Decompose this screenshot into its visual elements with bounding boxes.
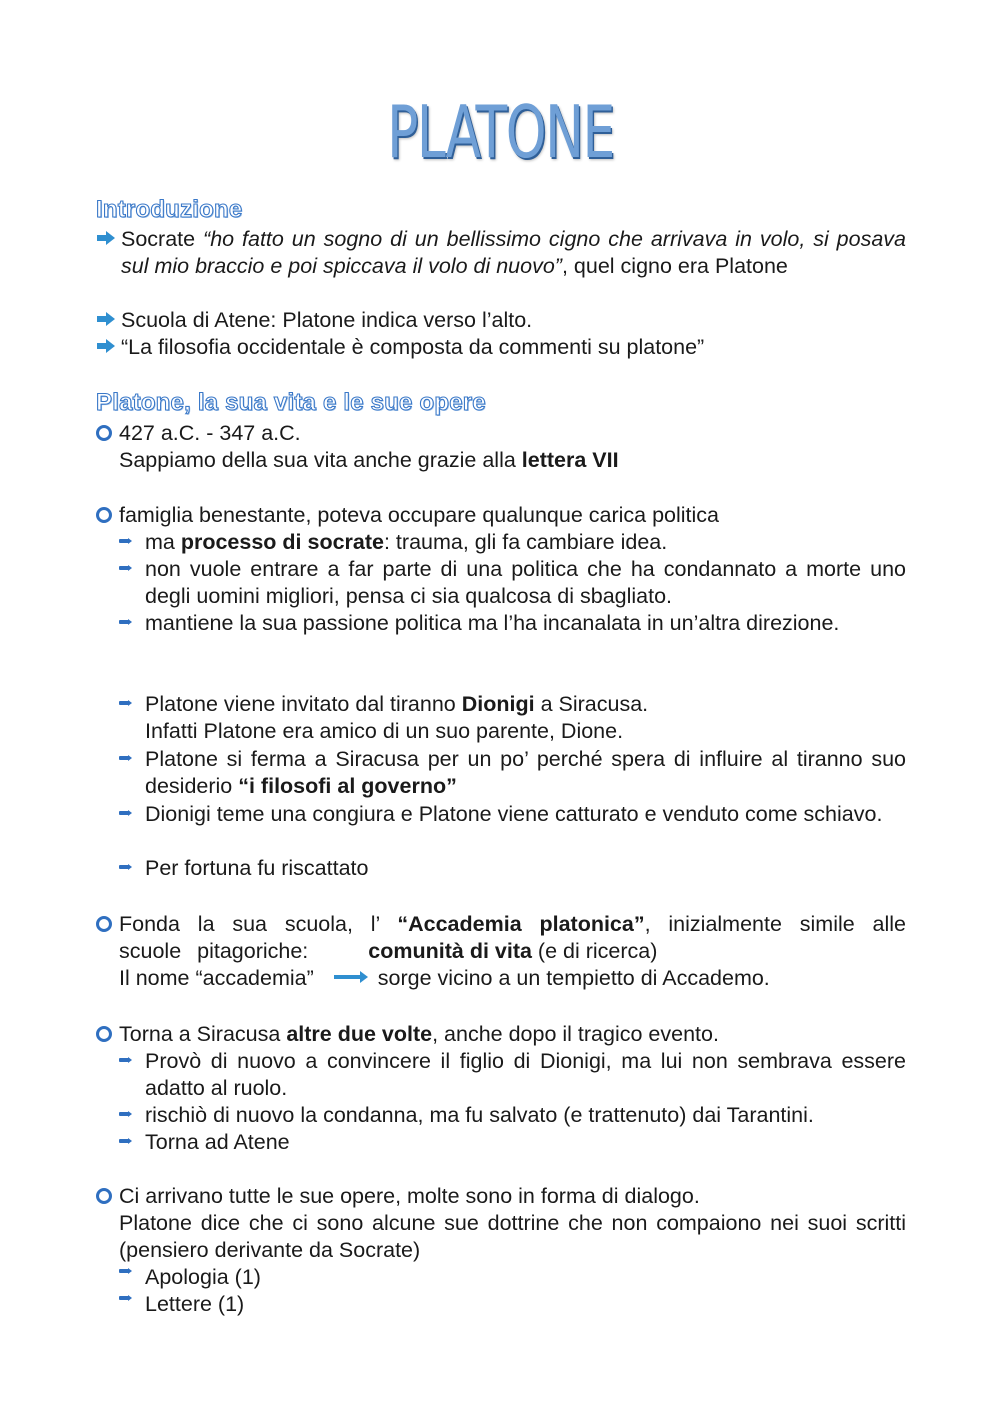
intro-text: , quel cigno era Platone [561,254,788,278]
intro-item-socrate [96,226,906,280]
accademia-line-3: Il nome “accademia” sorge vicino a un tempietto di Accademo. [119,966,770,990]
vita-subitem-siracusa: Platone si ferma a Siracusa per un po’ perché spera di influire al tiranno suo desiderio “i filosofi al governo” [119,746,906,800]
vita-subitem-riscattato: Per fortuna fu riscattato [119,855,906,882]
vita-item-famiglia [96,502,906,529]
vita-subitem-provo: Provò di nuovo a convincere il figlio di Dionigi, ma lui non sembrava essere adatto al ruolo. [119,1048,906,1102]
ring-bullet-icon [96,425,112,441]
vita-item-torna: Torna a Siracusa altre due volte, anche dopo il tragico evento. [96,1021,906,1048]
right-arrow-icon [96,309,116,329]
vita-subitem-lettere: Lettere (1) [119,1291,906,1318]
dione-text: Infatti Platone era amico di un suo parente, Dione. [145,719,624,743]
ring-bullet-icon [96,1188,112,1204]
vita-subitem-dionigi: Platone viene invitato dal tiranno Dionigi a Siracusa. Infatti Platone era amico di un suo parente, Dione. [119,691,906,745]
dash-bullet-icon [119,539,129,543]
dash-bullet-icon [119,1112,129,1116]
vita-subitem-congiura: Dionigi teme una congiura e Platone viene catturato e venduto come schiavo. [119,801,906,828]
vita-subitem-atene: Torna ad Atene [119,1129,906,1156]
famiglia-text: famiglia benestante, poteva occupare qualunque carica politica [119,503,720,527]
intro-text: Scuola di Atene: Platone indica verso l’alto. [121,308,533,332]
opere-text: Ci arrivano tutte le sue opere, molte sono in forma di dialogo. [119,1184,700,1208]
intro-item-scuola [96,307,906,334]
intro-text: Socrate [121,227,204,251]
intro-item-filosofia [96,334,906,361]
dash-bullet-icon [119,1269,129,1273]
dash-bullet-icon [119,566,129,570]
page-title: PLATONE [386,90,614,174]
ring-bullet-icon [96,507,112,523]
dash-bullet-icon [119,1058,129,1062]
vita-item-dates [96,420,906,474]
vita-item-opere [96,1183,906,1264]
dates-text: 427 a.C. - 347 a.C. [119,421,301,445]
right-arrow-icon [334,975,362,979]
dash-bullet-icon [119,1139,129,1143]
lettera-line: Sappiamo della sua vita anche grazie alla lettera VII [119,448,619,472]
vita-subitem-politica: non vuole entrare a far parte di una politica che ha condannato a morte uno degli uomini migliori, pensa ci sia qualcosa di sbagliato. [119,556,906,610]
socrate-quote: “ho fatto un sogno di un bellissimo cigno che arrivava in volo, si posava sul mio braccio e poi spiccava il volo di nuovo” [121,227,906,278]
accademia-line-1: Fonda la sua scuola, l’ “Accademia platonica”, inizialmente simile alle [119,912,906,936]
section-heading-intro: Introduzione [96,196,243,223]
ring-bullet-icon [96,1026,112,1042]
dash-bullet-icon [119,701,129,705]
intro-text: “La filosofia occidentale è composta da commenti su platone” [121,335,705,359]
dash-bullet-icon [119,811,129,815]
right-arrow-icon [96,228,116,248]
vita-subitem-apologia: Apologia (1) [119,1264,906,1291]
vita-item-accademia [96,911,906,992]
vita-subitem-processo: ma processo di socrate: trauma, gli fa cambiare idea. [119,529,906,556]
dottrine-text: Platone dice che ci sono alcune sue dottrine che non compaiono nei suoi scritti (pensiero derivante da Socrate) [119,1211,906,1262]
title-container [0,92,1000,172]
right-arrow-icon [96,336,116,356]
dash-bullet-icon [119,620,129,624]
section-heading-vita: Platone, la sua vita e le sue opere [96,389,486,416]
dash-bullet-icon [119,756,129,760]
ring-bullet-icon [96,916,112,932]
dash-bullet-icon [119,865,129,869]
dash-bullet-icon [119,1296,129,1300]
vita-subitem-rischio: rischiò di nuovo la condanna, ma fu salvato (e trattenuto) dai Tarantini. [119,1102,906,1129]
vita-subitem-passione: mantiene la sua passione politica ma l’ha incanalata in un’altra direzione. [119,610,906,637]
accademia-line-2: scuole pitagoriche: comunità di vita (e di ricerca) [119,939,658,963]
